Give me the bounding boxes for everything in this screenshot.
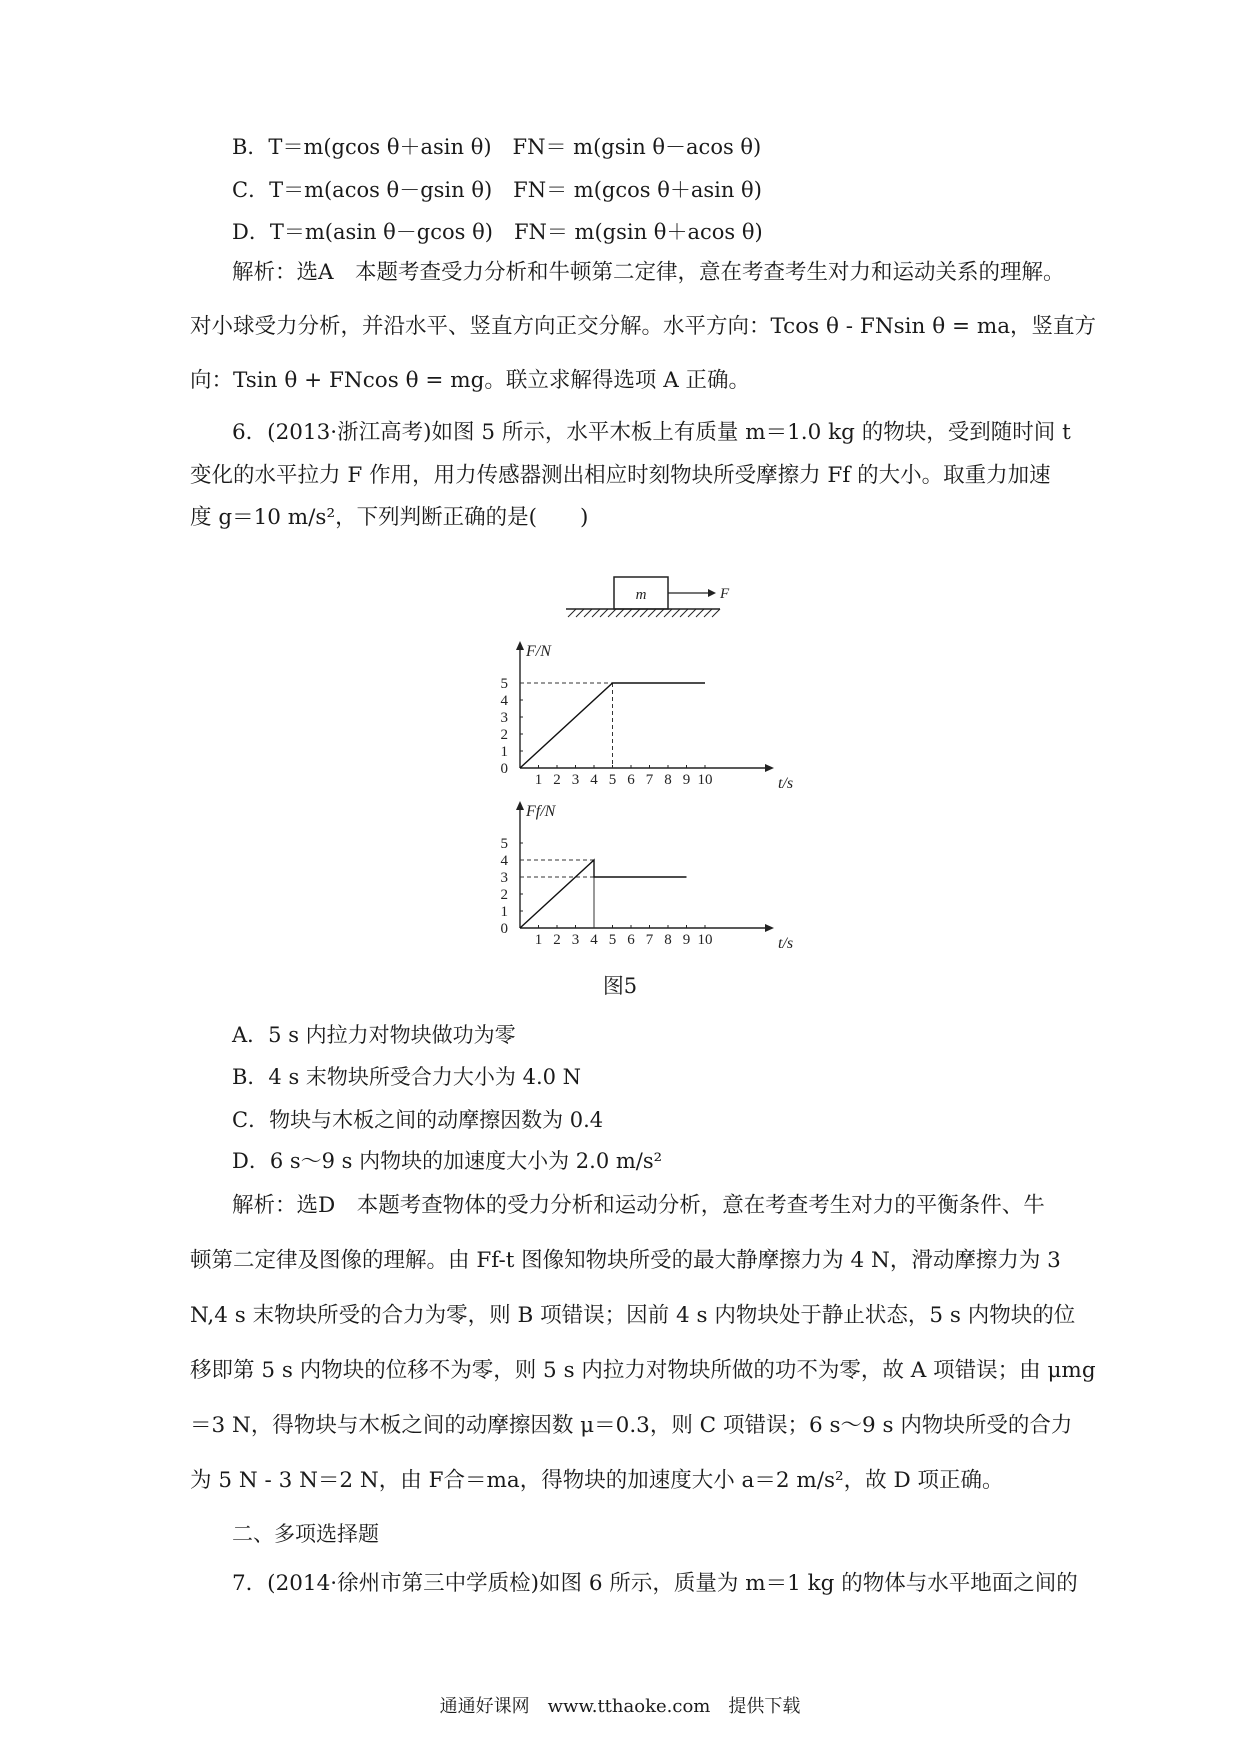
- x-tick-label: 1: [534, 772, 543, 788]
- y-tick-label: 3: [500, 870, 508, 886]
- analysis-5-line-3: 向：Tsin θ + FNcos θ = mg。联立求解得选项 A 正确。: [190, 368, 751, 393]
- y-tick-label: 4: [500, 853, 508, 869]
- series-line: [520, 860, 687, 928]
- x-tick-label: 9: [682, 772, 691, 788]
- x-tick-label: 7: [645, 932, 654, 948]
- y-tick-label: 3: [500, 710, 508, 726]
- question-6-line-1: 6．(2013·浙江高考)如图 5 所示，水平木板上有质量 m＝1.0 kg 的物块，受到随时间 t: [232, 420, 1071, 445]
- question-6-line-2: 变化的水平拉力 F 作用，用力传感器测出相应时刻物块所受摩擦力 Ff 的大小。取重力加速: [190, 463, 1051, 488]
- analysis-6-line-2: 顿第二定律及图像的理解。由 Ff-t 图像知物块所受的最大静摩擦力为 4 N，滑动摩擦力为 3: [190, 1248, 1061, 1273]
- y-tick-label: 5: [500, 676, 508, 692]
- force-arrowhead: [708, 589, 716, 597]
- x-tick-label: 8: [664, 772, 672, 788]
- y-axis-label: Ff/N: [526, 803, 556, 820]
- option-d-6: D．6 s～9 s 内物块的加速度大小为 2.0 m/s²: [232, 1149, 663, 1173]
- option-d-prev: D．T＝m(asin θ－gcos θ) FN＝ m(gsin θ＋acos θ): [232, 220, 763, 244]
- y-tick-label: 2: [500, 727, 508, 743]
- x-tick-label: 5: [608, 932, 617, 948]
- x-tick-label: 5: [608, 772, 617, 788]
- question-7-line-1: 7．(2014·徐州市第三中学质检)如图 6 所示，质量为 m＝1 kg 的物体与水平地面之间的: [232, 1571, 1078, 1596]
- analysis-5-line-2: 对小球受力分析，并沿水平、竖直方向正交分解。水平方向：Tcos θ - FNsin θ = ma，竖直方: [190, 314, 1097, 339]
- x-tick-label: 8: [664, 932, 672, 948]
- x-tick-label: 2: [553, 772, 561, 788]
- x-tick-label: 10: [697, 772, 713, 788]
- analysis-6-line-3: N,4 s 末物块所受的合力为零，则 B 项错误；因前 4 s 内物块处于静止状态，5 s 内物块的位: [190, 1303, 1076, 1328]
- analysis-6-line-5: ＝3 N，得物块与木板之间的动摩擦因数 μ＝0.3，则 C 项错误；6 s～9 s 内物块所受的合力: [190, 1413, 1073, 1438]
- x-tick-label: 6: [627, 772, 635, 788]
- figure-caption: 图5: [602, 974, 638, 998]
- option-b-6: B．4 s 末物块所受合力大小为 4.0 N: [232, 1065, 582, 1089]
- x-tick-label: 7: [645, 772, 654, 788]
- ff-t-chart: [480, 798, 800, 958]
- analysis-5-line-1: 解析：选A 本题考查受力分析和牛顿第二定律，意在考查考生对力和运动关系的理解。: [232, 260, 1065, 285]
- section-title: 二、多项选择题: [232, 1522, 379, 1546]
- block-diagram: [560, 572, 730, 622]
- option-c-6: C．物块与木板之间的动摩擦因数为 0.4: [232, 1108, 604, 1132]
- ground-hatching: [568, 609, 720, 617]
- force-label: F: [720, 586, 730, 602]
- x-tick-label: 3: [571, 772, 580, 788]
- y-tick-label: 2: [500, 887, 508, 903]
- x-tick-label: 4: [590, 932, 598, 948]
- option-c-prev: C．T＝m(acos θ－gsin θ) FN＝ m(gcos θ＋asin θ): [232, 178, 762, 202]
- y-tick-label: 4: [500, 693, 508, 709]
- y-axis-arrow: [516, 641, 524, 650]
- analysis-6-line-4: 移即第 5 s 内物块的位移不为零，则 5 s 内拉力对物块所做的功不为零，故 A 项错误；由 μmg: [190, 1358, 1096, 1383]
- y-axis-arrow: [516, 801, 524, 810]
- x-axis-arrow: [765, 764, 774, 772]
- y-tick-label: 1: [500, 904, 508, 920]
- question-6-line-3: 度 g＝10 m/s²，下列判断正确的是( ): [190, 505, 589, 530]
- x-tick-label: 10: [697, 932, 713, 948]
- f-t-chart: [480, 638, 800, 798]
- x-tick-label: 9: [682, 932, 691, 948]
- x-axis-arrow: [765, 924, 774, 932]
- x-tick-label: 2: [553, 932, 561, 948]
- block-label: m: [635, 587, 647, 603]
- x-axis-label: t/s: [778, 775, 794, 792]
- analysis-6-line-1: 解析：选D 本题考查物体的受力分析和运动分析，意在考查考生对力的平衡条件、牛: [232, 1193, 1045, 1218]
- analysis-6-line-6: 为 5 N - 3 N＝2 N，由 F合＝ma，得物块的加速度大小 a＝2 m/s²，故 D 项正确。: [190, 1468, 1004, 1493]
- option-a-6: A．5 s 内拉力对物块做功为零: [232, 1023, 516, 1047]
- y-tick-label: 0: [500, 921, 508, 937]
- x-tick-label: 6: [627, 932, 635, 948]
- x-tick-label: 3: [571, 932, 580, 948]
- y-tick-label: 5: [500, 836, 508, 852]
- x-axis-label: t/s: [778, 935, 794, 952]
- x-tick-label: 4: [590, 772, 598, 788]
- y-axis-label: F/N: [526, 643, 551, 660]
- page-footer: 通通好课网 www.tthaoke.com 提供下载: [439, 1696, 801, 1717]
- y-tick-label: 1: [500, 744, 508, 760]
- x-tick-label: 1: [534, 932, 543, 948]
- y-tick-label: 0: [500, 761, 508, 777]
- option-b-prev: B．T＝m(gcos θ＋asin θ) FN＝ m(gsin θ－acos θ): [232, 135, 762, 159]
